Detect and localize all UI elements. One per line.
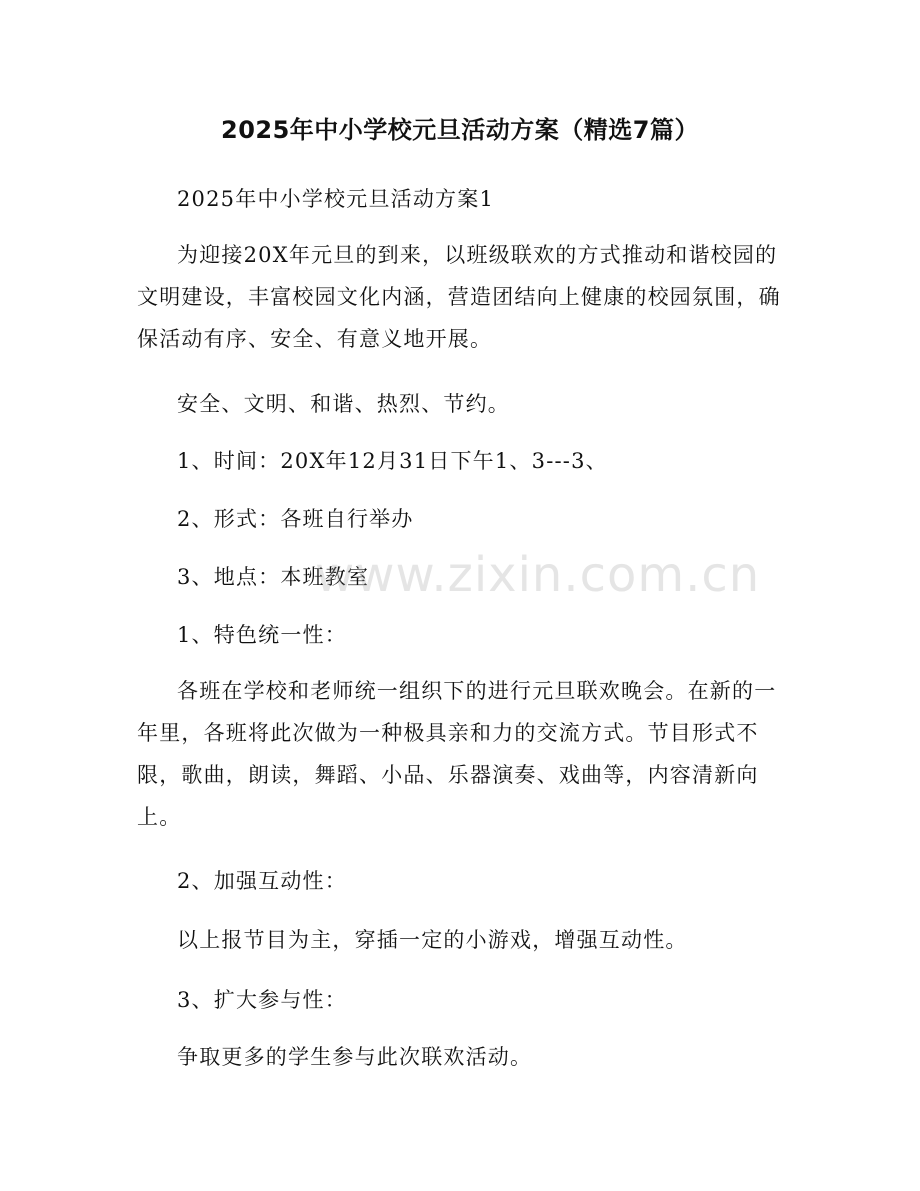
feature2-heading: 2、加强互动性： <box>177 869 347 893</box>
form-paragraph: 2、形式：各班自行举办 <box>177 507 414 531</box>
time-paragraph: 1、时间：20X年12月31日下午1、3---3、 <box>177 449 608 473</box>
feature3-heading: 3、扩大参与性： <box>177 988 347 1012</box>
site-watermark: www.zixin.com.cn <box>315 547 761 603</box>
feature1-body: 各班在学校和老师统一组织下的进行元旦联欢晚会。在新的一年里，各班将此次做为一种极具亲和力的交流方式。节目形式不限，歌曲，朗读，舞蹈、小品、乐器演奏、戏曲等，内容清新向上。 <box>137 679 777 829</box>
location-paragraph: 3、地点：本班教室 <box>177 565 370 589</box>
principles-paragraph: 安全、文明、和谐、热烈、节约。 <box>177 392 510 416</box>
feature2-body: 以上报节目为主，穿插一定的小游戏，增强互动性。 <box>177 928 688 952</box>
feature3-body: 争取更多的学生参与此次联欢活动。 <box>177 1045 533 1069</box>
section-heading: 2025年中小学校元旦活动方案1 <box>177 187 495 211</box>
intro-paragraph: 为迎接20X年元旦的到来，以班级联欢的方式推动和谐校园的文明建设，丰富校园文化内涵，营造团结向上健康的校园氛围，确保活动有序、安全、有意义地开展。 <box>137 243 781 351</box>
document-title: 2025年中小学校元旦活动方案（精选7篇） <box>221 116 699 144</box>
feature1-heading: 1、特色统一性： <box>177 623 347 647</box>
